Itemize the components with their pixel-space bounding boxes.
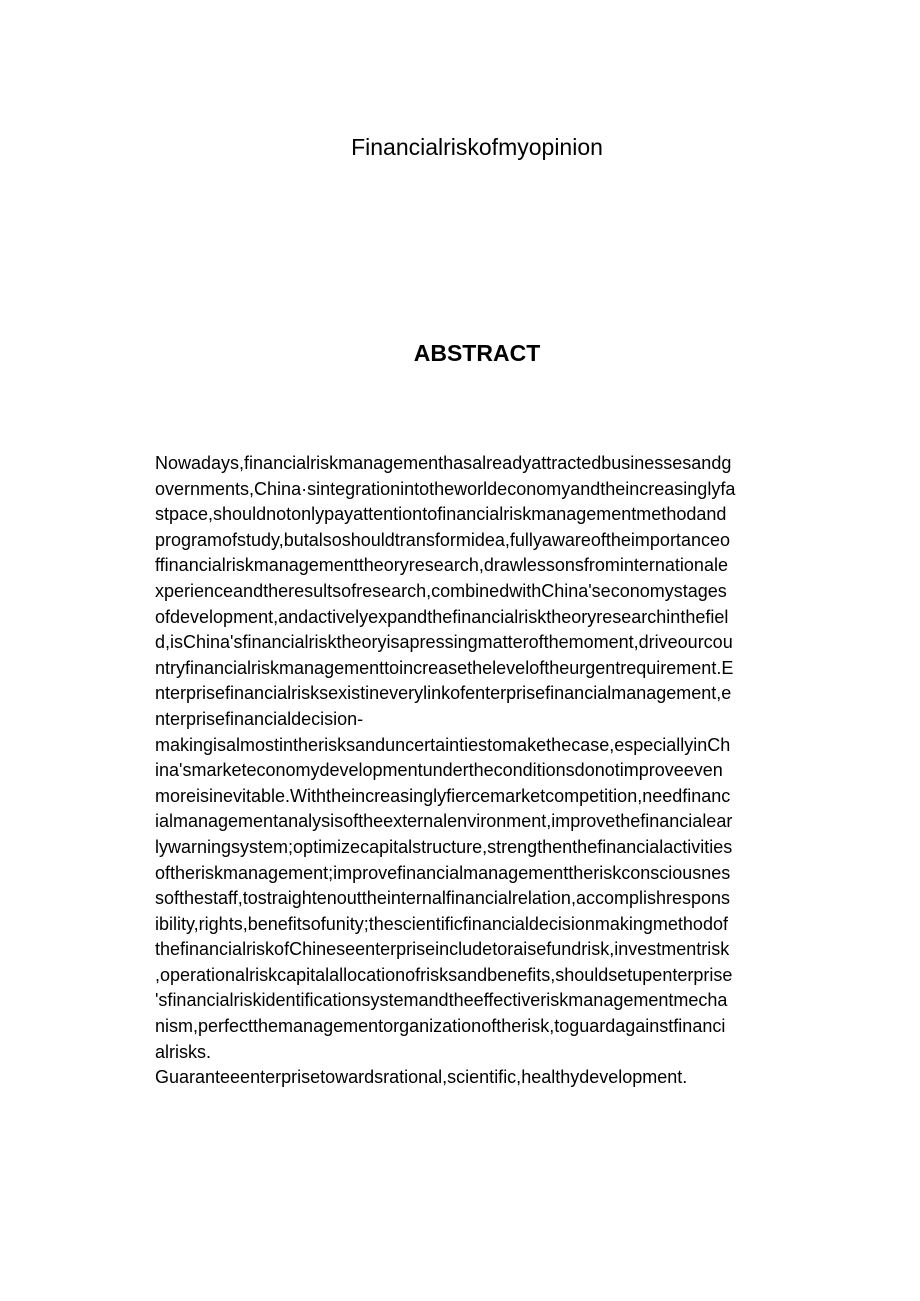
abstract-line: nterprisefinancialrisksexistineverylinkofenterprisefinancialmanagement,e — [155, 683, 732, 704]
abstract-line: ntryfinancialriskmanagementtoincreasetheleveloftheurgentrequirement.E — [155, 657, 734, 678]
abstract-line: d,isChina'sfinancialrisktheoryisapressingmatterofthemoment,driveourcou — [155, 632, 733, 653]
abstract-line: lywarningsystem;optimizecapitalstructure,strengthenthefinancialactivities — [155, 836, 733, 857]
abstract-line: 'sfinancialriskidentificationsystemandtheeffectiveriskmanagementmecha — [155, 990, 728, 1011]
abstract-line: ofdevelopment,andactivelyexpandthefinancialrisktheoryresearchinthefiel — [155, 606, 729, 627]
abstract-line: ina'smarketeconomydevelopmentundertheconditionsdonotimproveeven — [155, 760, 723, 781]
abstract-line: stpace,shouldnotonlypayattentiontofinancialriskmanagementmethodand — [155, 504, 727, 525]
abstract-line: Nowadays,financialriskmanagementhasalreadyattractedbusinessesandg — [155, 453, 732, 473]
abstract-line: ibility,rights,benefitsofunity;thescientificfinancialdecisionmakingmethodof — [155, 913, 728, 934]
abstract-line: ,operationalriskcapitalallocationofrisksandbenefits,shouldsetupenterprise — [155, 964, 733, 985]
abstract-line: oftheriskmanagement;improvefinancialmanagementtheriskconsciousnes — [155, 862, 731, 883]
abstract-line: alrisks. — [155, 1041, 212, 1062]
abstract-line: makingisalmostintherisksanduncertaintiestomakethecase,especiallyinCh — [155, 734, 731, 755]
abstract-heading: ABSTRACT — [413, 340, 541, 366]
abstract-line: ialmanagementanalysisoftheexternalenvironment,improvethefinancialear — [155, 811, 733, 832]
abstract-body — [155, 451, 815, 1091]
abstract-line: overnments,China·sintegrationintotheworldeconomyandtheincreasinglyfa — [155, 478, 736, 499]
abstract-line: nterprisefinancialdecision- — [155, 708, 364, 729]
abstract-line: softhestaff,tostraightenouttheinternalfinancialrelation,accomplishrespons — [155, 888, 731, 909]
document-title: Financialriskofmyopinion — [351, 134, 603, 160]
abstract-line: nism,perfectthemanagementorganizationoftherisk,toguardagainstfinanci — [155, 1016, 726, 1037]
abstract-line: thefinancialriskofChineseenterpriseincludetoraisefundrisk,investmentrisk — [155, 939, 730, 960]
abstract-line: Guaranteeenterprisetowardsrational,scientific,healthydevelopment. — [155, 1067, 688, 1088]
abstract-line: moreisinevitable.Withtheincreasinglyfiercemarketcompetition,needfinanc — [155, 785, 731, 806]
abstract-line: programofstudy,butalsoshouldtransformidea,fullyawareoftheimportanceo — [155, 529, 730, 550]
abstract-line: ffinancialriskmanagementtheoryresearch,drawlessonsfrominternationale — [155, 555, 728, 576]
abstract-line: xperienceandtheresultsofresearch,combinedwithChina'seconomystages — [155, 580, 727, 601]
